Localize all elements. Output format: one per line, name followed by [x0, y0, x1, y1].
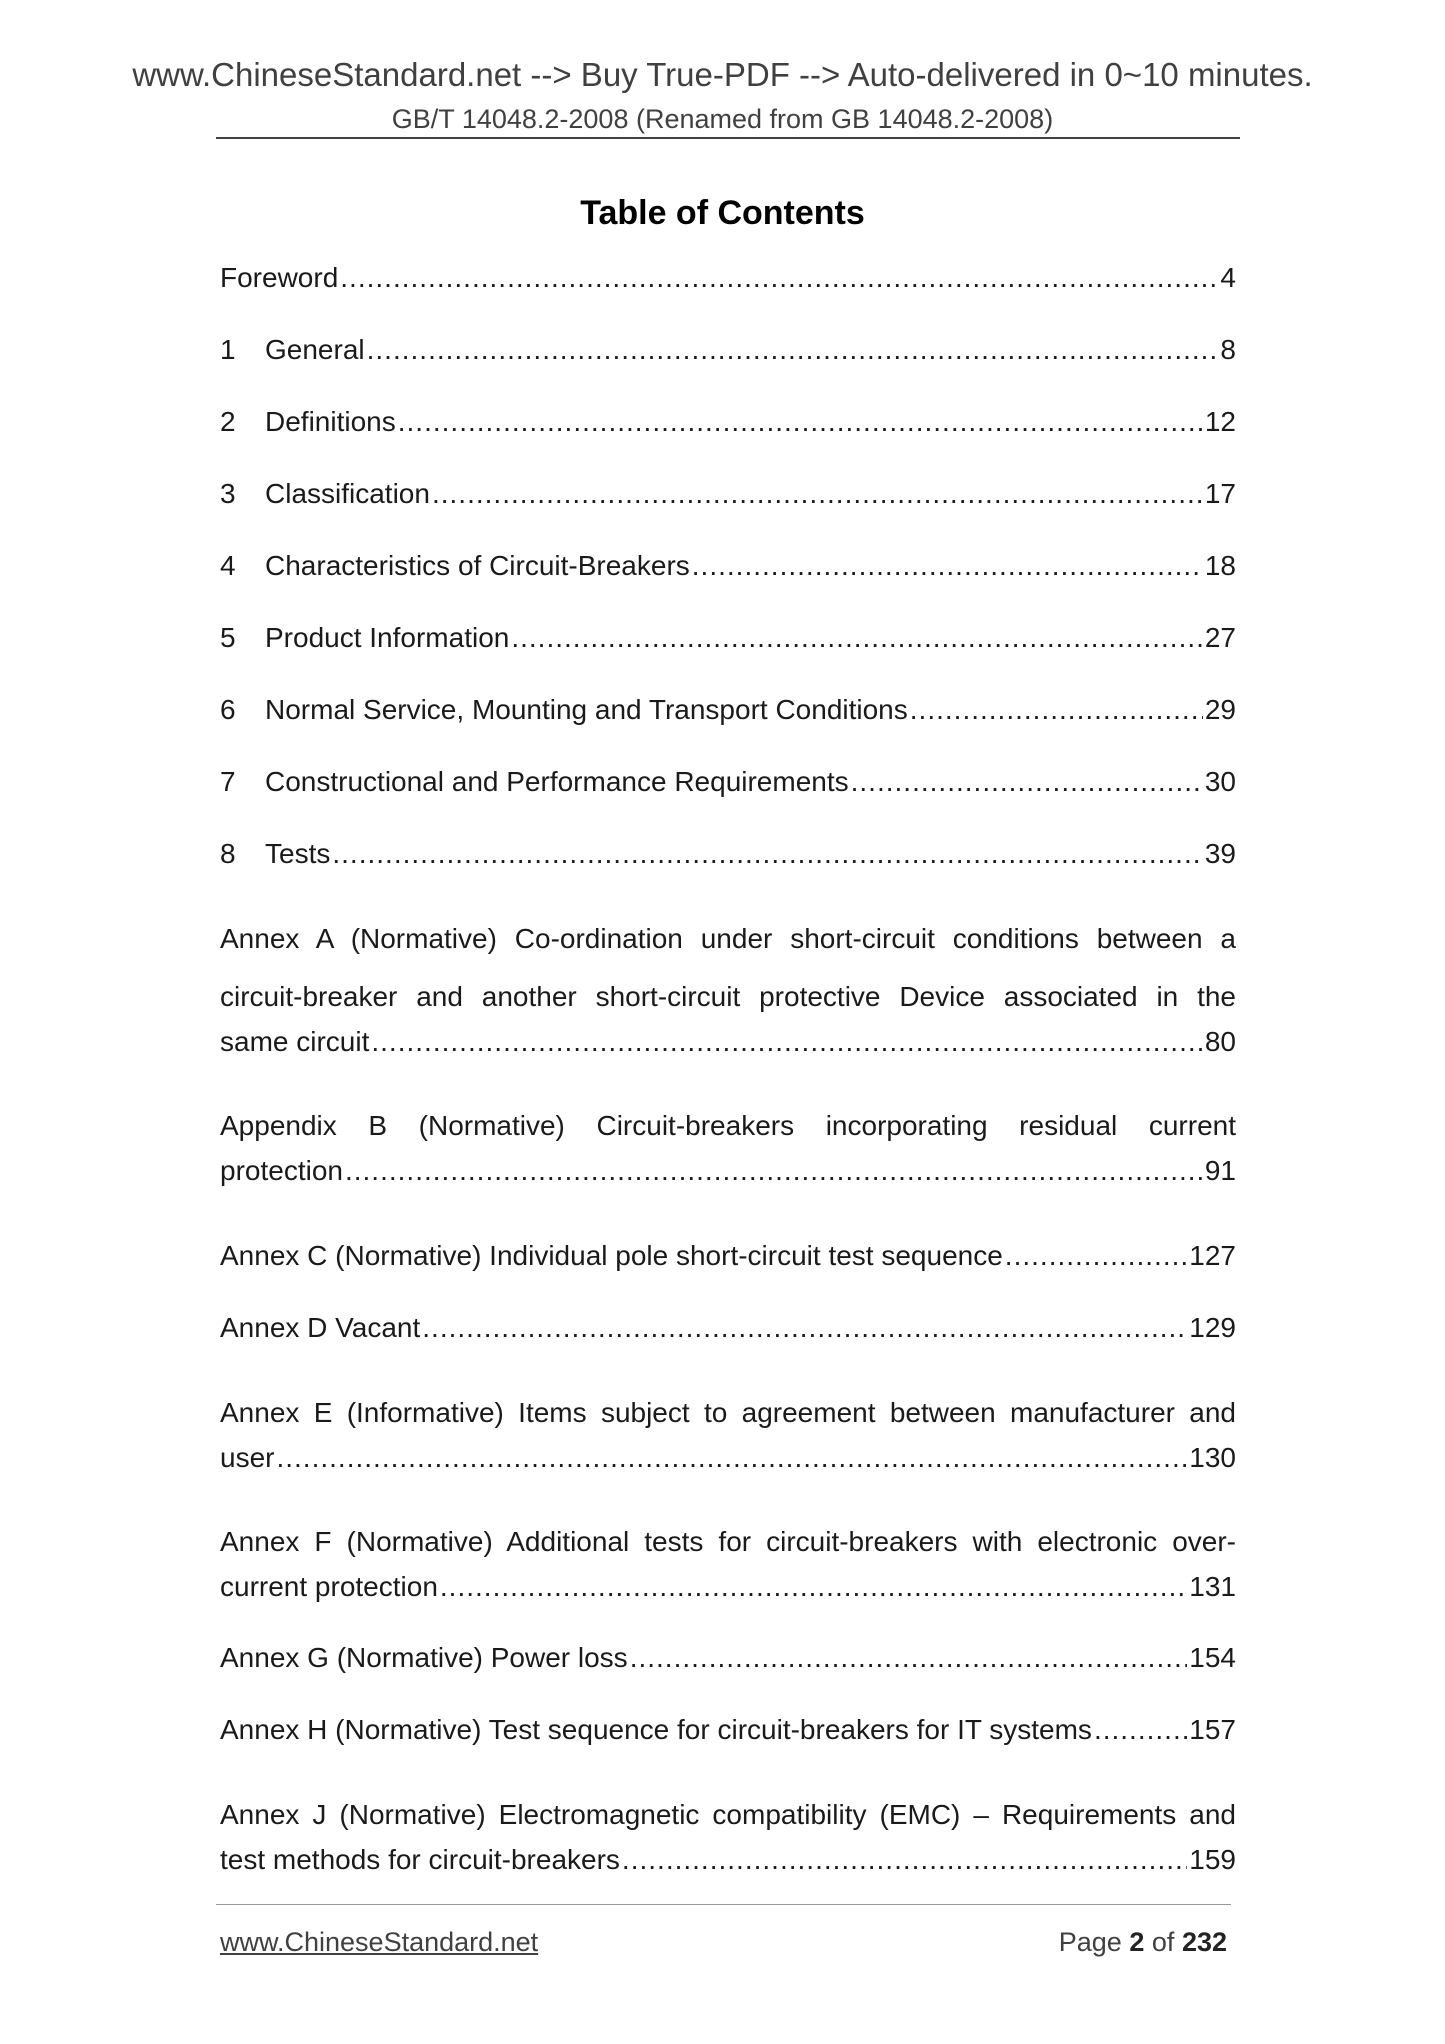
toc-entry[interactable]: [220, 1384, 1236, 1500]
toc-entry[interactable]: [220, 478, 1236, 536]
toc-page-number: 27: [1204, 622, 1236, 653]
toc-page-number: 17: [1204, 478, 1236, 509]
toc-page-number: 4: [1220, 262, 1236, 293]
toc-entry[interactable]: [220, 1513, 1236, 1629]
toc-page-number: 154: [1189, 1642, 1236, 1673]
toc-page-number: 39: [1204, 838, 1236, 869]
toc-dot-leader: [332, 838, 1202, 870]
page-title: Table of Contents: [580, 194, 865, 232]
toc-row: [220, 1714, 1236, 1772]
toc-page-number: 91: [1204, 1155, 1236, 1186]
toc-dot-leader: [340, 262, 1218, 294]
toc-section-number: 1: [220, 334, 236, 365]
toc-dot-leader: [622, 1844, 1187, 1876]
toc-section-number: 2: [220, 406, 236, 437]
toc-label: Foreword: [220, 262, 339, 293]
toc-entry[interactable]: [220, 622, 1236, 680]
toc-entry[interactable]: [220, 262, 1236, 320]
toc-entry[interactable]: [220, 694, 1236, 752]
toc-dot-leader: [398, 406, 1203, 438]
toc-entry[interactable]: [220, 406, 1236, 464]
toc-dot-leader: [511, 622, 1203, 654]
toc-row: [220, 1442, 1236, 1500]
toc-entry[interactable]: [220, 1097, 1236, 1213]
toc-label: Classification: [265, 478, 430, 509]
footer-divider: [216, 1904, 1231, 1905]
toc-row: [220, 1155, 1236, 1213]
footer-site-link[interactable]: www.ChineseStandard.net: [220, 1927, 539, 1957]
toc-page-number: 131: [1189, 1571, 1236, 1602]
header-standard-number: GB/T 14048.2-2008 (Renamed from GB 14048.2-2008): [391, 104, 1054, 134]
toc-dot-leader: [440, 1571, 1187, 1603]
toc-label: current protection: [220, 1571, 438, 1602]
toc-section-number: 7: [220, 766, 236, 797]
toc-entry[interactable]: [220, 766, 1236, 824]
toc-label: Annex C (Normative) Individual pole short-circuit test sequence: [220, 1240, 1003, 1271]
toc-entry[interactable]: [220, 1642, 1236, 1700]
toc-page-number: 80: [1204, 1026, 1236, 1057]
header-divider: [216, 137, 1240, 139]
toc-dot-leader: [276, 1442, 1187, 1474]
toc-wrapped-line: Annex E (Informative) Items subject to agreement between manufacturer and: [220, 1397, 1236, 1428]
toc-section-number: 8: [220, 838, 236, 869]
toc-row: [220, 1844, 1236, 1902]
toc-row: [220, 262, 1236, 320]
toc-label: Annex H (Normative) Test sequence for circuit-breakers for IT systems: [220, 1714, 1092, 1745]
toc-entry[interactable]: [220, 1714, 1236, 1772]
toc-page-number: 8: [1220, 334, 1236, 365]
toc-page-number: 157: [1189, 1714, 1236, 1745]
page-prefix: Page: [1058, 1927, 1122, 1957]
toc-row: [220, 622, 1236, 680]
toc-page-number: 30: [1204, 766, 1236, 797]
toc-row: [220, 406, 1236, 464]
toc-dot-leader: [692, 550, 1203, 582]
footer-page-number: [1059, 1927, 1227, 1958]
toc-dot-leader: [345, 1155, 1203, 1187]
toc-section-number: 4: [220, 550, 236, 581]
toc-row: [220, 478, 1236, 536]
toc-section-number: 5: [220, 622, 236, 653]
toc-wrapped-line: Annex J (Normative) Electromagnetic compatibility (EMC) – Requirements and: [220, 1799, 1236, 1830]
toc-dot-leader: [910, 694, 1203, 726]
toc-dot-leader: [1005, 1240, 1187, 1272]
toc-dot-leader: [851, 766, 1203, 798]
toc-entry[interactable]: [220, 334, 1236, 392]
toc-label: same circuit: [220, 1026, 370, 1057]
toc-dot-leader: [371, 1026, 1202, 1058]
toc-wrapped-line: circuit-breaker and another short-circuit protective Device associated in the: [220, 981, 1236, 1012]
toc-wrapped-line: Annex A (Normative) Co-ordination under short-circuit conditions between a: [220, 923, 1236, 954]
toc-dot-leader: [422, 1312, 1187, 1344]
toc-page-number: 127: [1189, 1240, 1236, 1271]
toc-row: [220, 838, 1236, 896]
toc-label: user: [220, 1442, 275, 1473]
toc-entry[interactable]: [220, 838, 1236, 896]
toc-label: protection: [220, 1155, 343, 1186]
toc-page-number: 159: [1189, 1844, 1236, 1875]
toc-row: [220, 694, 1236, 752]
toc-row: [220, 334, 1236, 392]
toc-row: [220, 550, 1236, 608]
toc-wrapped-line: Appendix B (Normative) Circuit-breakers incorporating residual current: [220, 1110, 1236, 1141]
toc-label: test methods for circuit-breakers: [220, 1844, 620, 1875]
header-banner: www.ChineseStandard.net --> Buy True-PDF --> Auto-delivered in 0~10 minutes.: [132, 56, 1313, 93]
page-of: of: [1151, 1927, 1175, 1957]
toc-page-number: 18: [1204, 550, 1236, 581]
toc-dot-leader: [367, 334, 1219, 366]
toc-row: [220, 1571, 1236, 1629]
toc-entry[interactable]: [220, 1240, 1236, 1298]
toc-section-number: 6: [220, 694, 236, 725]
toc-label: General: [265, 334, 365, 365]
toc-label: Constructional and Performance Requirements: [265, 766, 849, 797]
toc-label: Annex G (Normative) Power loss: [220, 1642, 628, 1673]
toc-dot-leader: [432, 478, 1203, 510]
toc-row: [220, 1240, 1236, 1298]
toc-entry[interactable]: [220, 1786, 1236, 1902]
page-current: 2: [1129, 1927, 1145, 1957]
toc-row: [220, 766, 1236, 824]
toc-dot-leader: [630, 1642, 1188, 1674]
toc-section-number: 3: [220, 478, 236, 509]
toc-label: Definitions: [265, 406, 396, 437]
toc-entry[interactable]: [220, 1312, 1236, 1370]
toc-page-number: 130: [1189, 1442, 1236, 1473]
toc-row: [220, 1312, 1236, 1370]
toc-row: [220, 1026, 1236, 1084]
toc-page-number: 29: [1204, 694, 1236, 725]
toc-entry[interactable]: [220, 550, 1236, 608]
toc-page-number: 129: [1189, 1312, 1236, 1343]
toc-label: Product Information: [265, 622, 510, 653]
page-total: 232: [1181, 1927, 1227, 1957]
toc-label: Annex D Vacant: [220, 1312, 421, 1343]
toc-row: [220, 1642, 1236, 1700]
toc-dot-leader: [1094, 1714, 1187, 1746]
toc-wrapped-line: Annex F (Normative) Additional tests for circuit-breakers with electronic over-: [220, 1526, 1236, 1557]
toc-label: Characteristics of Circuit-Breakers: [265, 550, 690, 581]
toc-page-number: 12: [1204, 406, 1236, 437]
toc-label: Tests: [265, 838, 331, 869]
toc-entry[interactable]: [220, 910, 1236, 1084]
toc-label: Normal Service, Mounting and Transport Conditions: [265, 694, 908, 725]
